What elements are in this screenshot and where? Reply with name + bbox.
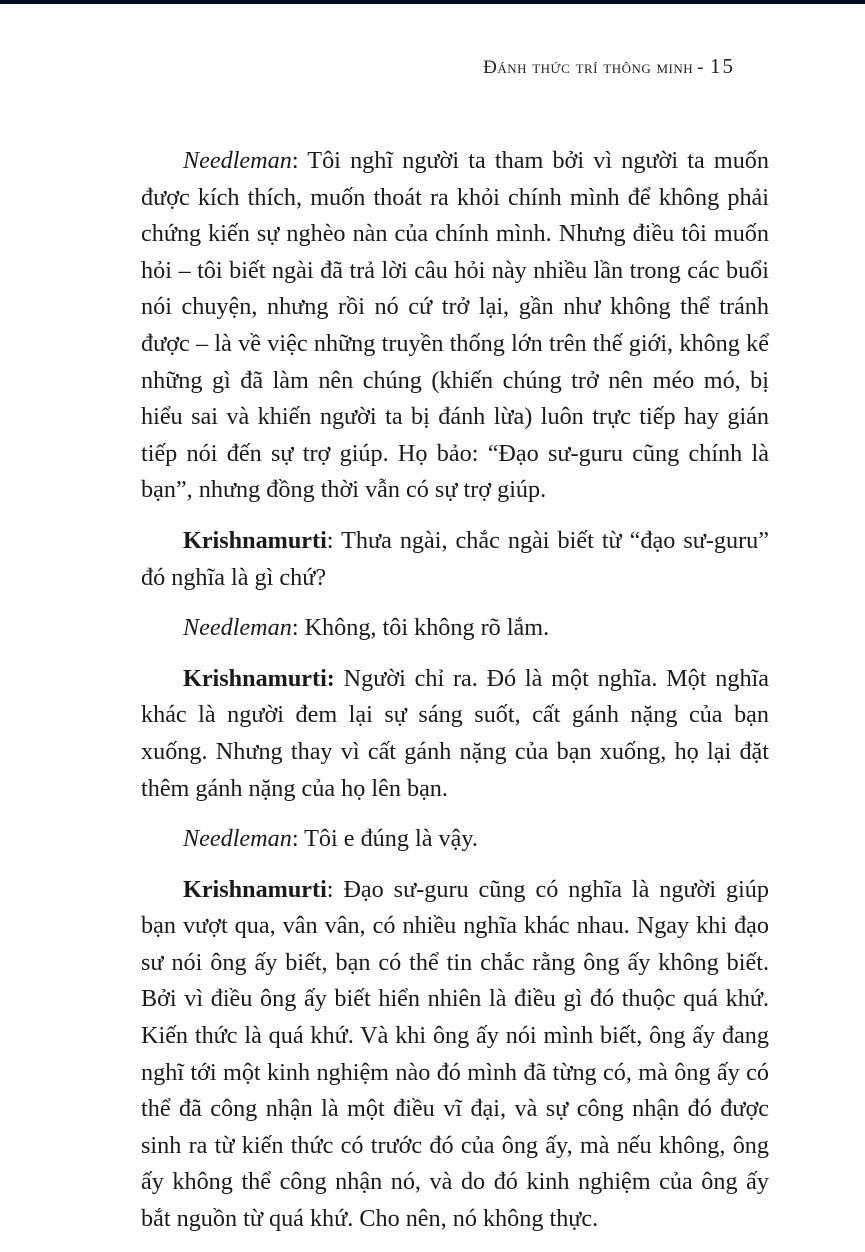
speaker-label: Needleman bbox=[183, 614, 292, 642]
speaker-colon: : bbox=[326, 526, 342, 554]
top-border-bar bbox=[0, 0, 865, 4]
book-title: Đánh thức trí thông minh bbox=[483, 57, 694, 78]
paragraph-text: Không, tôi không rõ lắm. bbox=[304, 614, 550, 642]
paragraph-needleman-2 bbox=[141, 610, 769, 647]
paragraph-text: Tôi nghĩ người ta tham bởi vì người ta muốn được kích thích, muốn thoát ra khỏi chính mình để không phải chứng kiến sự nghèo nàn của chính mình. Nhưng điều tôi muốn hỏi – tôi biết ngài đã trả lời câu hỏi này nhiều lần trong các buổi nói chuyện, nhưng rồi nó cứ trở lại, gần như không thể tránh được – là về việc những truyền thống lớn trên thế giới, không kể những gì đã làm nên chúng (khiến chúng trở nên méo mó, bị hiểu sai và khiến người ta bị đánh lừa) luôn trực tiếp hay gián tiếp nói đến sự trợ giúp. Họ bảo: “Đạo sư-guru cũng chính là bạn”, nhưng đồng thời vẫn có sự trợ giúp. bbox=[141, 147, 769, 504]
speaker-label: Krishnamurti: bbox=[183, 664, 335, 692]
paragraph-krishnamurti-1 bbox=[141, 523, 769, 596]
speaker-label: Needleman bbox=[183, 147, 292, 174]
speaker-colon: : bbox=[291, 614, 305, 642]
paragraph-text: Người chỉ ra. Đó là một nghĩa. Một nghĩa khác là người đem lại sự sáng suốt, cất gánh nặng của bạn xuống. Nhưng thay vì cất gánh nặng của bạn xuống, họ lại đặt thêm gánh nặng của họ lên bạn. bbox=[141, 664, 770, 802]
speaker-colon bbox=[335, 665, 344, 692]
speaker-label: Needleman bbox=[183, 825, 292, 853]
header-separator: - bbox=[697, 57, 704, 78]
page-body bbox=[141, 143, 769, 1252]
paragraph-needleman-1 bbox=[141, 143, 769, 509]
speaker-colon: : bbox=[291, 147, 308, 174]
speaker-label: Krishnamurti bbox=[183, 526, 327, 554]
paragraph-needleman-3 bbox=[141, 821, 769, 858]
speaker-label: Krishnamurti bbox=[183, 875, 327, 903]
page-number: 15 bbox=[710, 54, 735, 78]
speaker-colon: : bbox=[291, 825, 305, 853]
speaker-colon: : bbox=[326, 875, 344, 903]
paragraph-text: Thưa ngài, chắc ngài biết từ “đạo sư-guru” đó nghĩa là gì chứ? bbox=[141, 526, 769, 591]
paragraph-krishnamurti-3 bbox=[141, 872, 769, 1238]
paragraph-text: Đạo sư-guru cũng có nghĩa là người giúp bạn vượt qua, vân vân, có nhiều nghĩa khác nhau. Ngay khi đạo sư nói ông ấy biết, bạn có thể tin chắc rằng ông ấy không biết. Bởi vì điều ông ấy biết hiển nhiên là điều gì đó thuộc quá khứ. Kiến thức là quá khứ. Và khi ông ấy nói mình biết, ông ấy đang nghĩ tới một kinh nghiệm nào đó mình đã từng có, mà ông ấy có thể đã công nhận là một điều vĩ đại, và sự công nhận đó được sinh ra từ kiến thức có trước đó của ông ấy, mà nếu không, ông ấy không thể công nhận nó, và do đó kinh nghiệm của ông ấy bắt nguồn từ quá khứ. Cho nên, nó không thực. bbox=[141, 875, 769, 1233]
paragraph-text: Tôi e đúng là vậy. bbox=[304, 825, 478, 853]
paragraph-krishnamurti-2 bbox=[141, 661, 769, 807]
running-header bbox=[483, 54, 735, 79]
